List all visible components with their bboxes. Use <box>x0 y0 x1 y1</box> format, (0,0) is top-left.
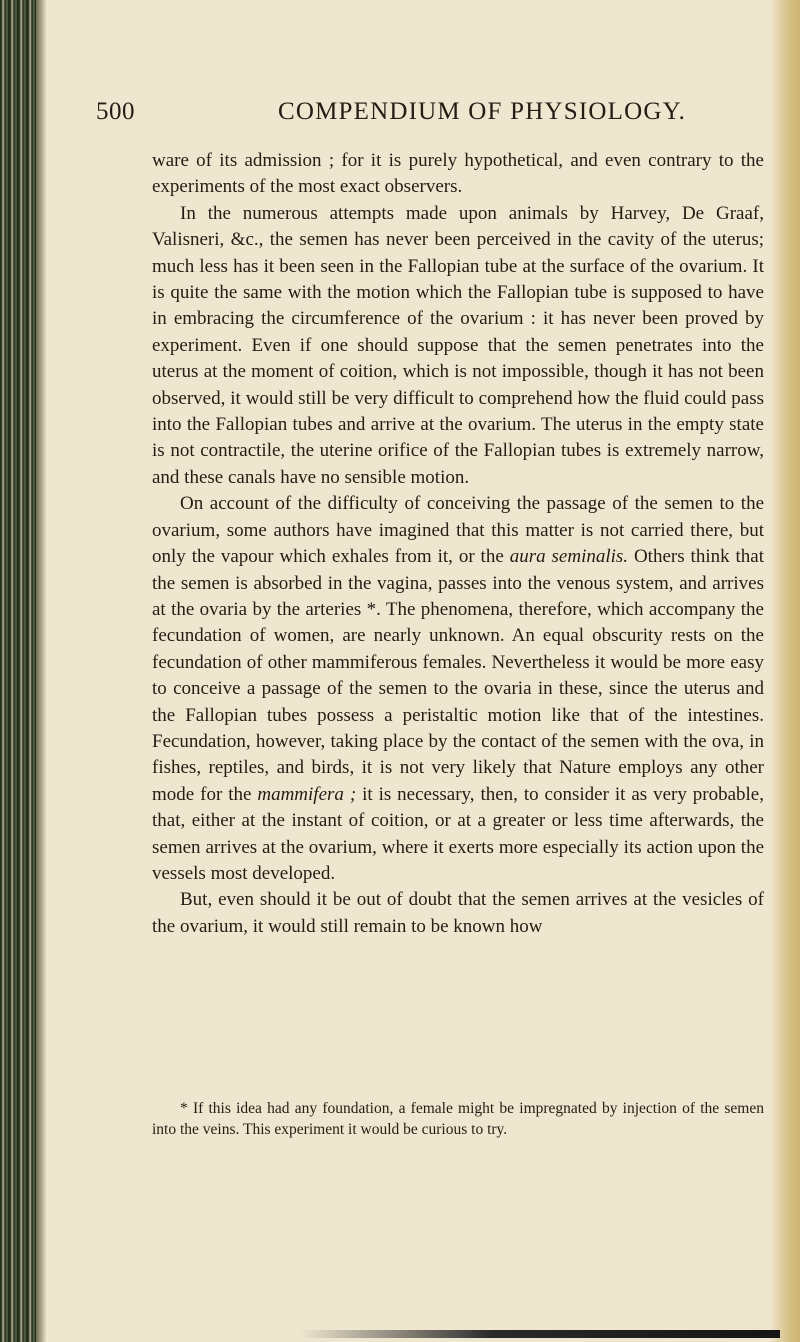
text-run: it is necessary, then, to consider it as very probable, that, either at the instant of coition, or at a greater or less time afterwards, the semen arrives at the ovarium, where it exerts more especially its action upon the vessels most developed. <box>152 783 764 884</box>
italic-term: mammifera ; <box>257 783 357 805</box>
running-head <box>96 98 736 132</box>
page-number: 500 <box>96 98 135 125</box>
page-bottom-shadow <box>300 1330 780 1338</box>
italic-term: aura seminalis. <box>509 546 629 568</box>
paragraph <box>152 491 764 887</box>
text-run: In the numerous attempts made upon animals by Harvey, De Graaf, Valisneri, &c., the semen has never been perceived in the cavity of the uterus; much less has it been seen in the Fallopian tube at the surface of the ovarium. It is quite the same with the motion which the Fallopian tube is supposed to have in embracing the circumference of the ovarium : it has never been proved by experiment. Even if one should suppose that the semen penetrates into the uterus at the moment of coition, which is not impossible, though it has not been observed, it would still be very difficult to comprehend how the fluid could pass into the Fallopian tubes and arrive at the ovarium. The uterus in the empty state is not contractile, the uterine orifice of the Fallopian tubes is extremely narrow, and these canals have no sensible motion. <box>152 202 764 488</box>
text-run: ware of its admission ; for it is purely hypothetical, and even contrary to the experiments of the most exact observers. <box>152 150 764 198</box>
running-title: COMPENDIUM OF PHYSIOLOGY. <box>278 98 687 125</box>
paragraph <box>152 201 764 491</box>
gutter-shadow <box>36 0 46 1342</box>
text-run: Others think that the semen is absorbed in the vagina, passes into the venous system, and arrives at the ovaria by the arteries *. The phenomena, therefore, which accompany the fecundation of women, are nearly unknown. An equal obscurity rests on the fecundation of other mammiferous females. Nevertheless it would be more easy to conceive a passage of the semen to the ovaria in these, since the uterus and the Fallopian tubes possess a peristaltic motion like that of the intestines. Fecundation, however, taking place by the contact of the semen with the ova, in fishes, reptiles, and birds, it is not very likely that Nature employs any other mode for the <box>152 546 765 805</box>
page-edge-discoloration <box>770 0 800 1342</box>
footnote-text: * If this idea had any foundation, a female might be impregnated by injection of the semen into the veins. This experiment it would be curious to try. <box>152 1100 764 1138</box>
paragraph <box>152 148 764 201</box>
paragraph <box>152 887 764 940</box>
text-run: On account of the difficulty of conceiving the passage of the semen to the ovarium, some authors have imagined that this matter is not carried there, but only the vapour which exhales from it, or the <box>152 493 764 568</box>
body-text <box>152 148 764 940</box>
footnote <box>152 1098 764 1140</box>
text-run: But, even should it be out of doubt that the semen arrives at the vesicles of the ovarium, it would still remain to be known how <box>152 889 764 937</box>
book-binding <box>0 0 36 1342</box>
